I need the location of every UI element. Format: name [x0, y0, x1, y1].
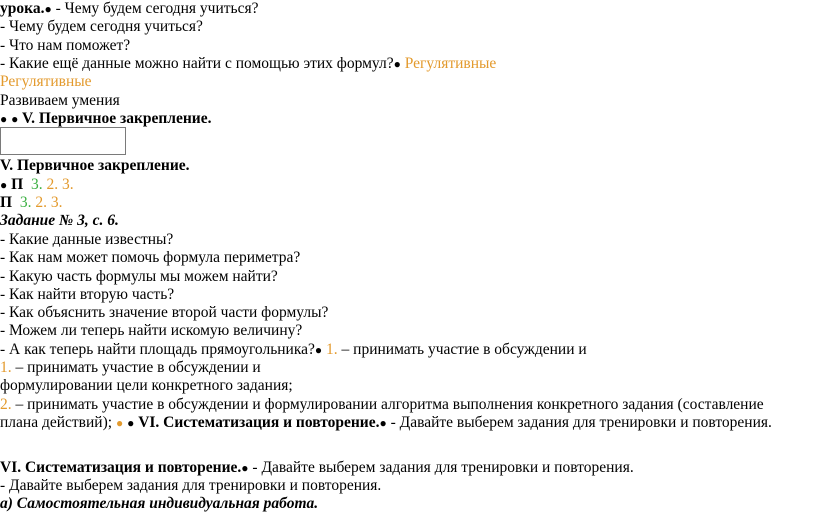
question: - А как теперь найти площадь прямоугольника? [0, 341, 315, 358]
line-1-text: - Чему будем сегодня учиться? [51, 0, 259, 17]
line-24: - Давайте выберем задания для тренировки и повторения. [0, 477, 382, 494]
question: - Какую часть формулы мы можем найти? [0, 268, 278, 285]
bullet-icon: ● [393, 57, 401, 71]
line-6: Развиваем умения [0, 92, 120, 109]
section-heading [0, 110, 212, 128]
line-23-text: - Давайте выберем задания для тренировки и повторения. [248, 459, 634, 476]
bullet-icon: ● [241, 461, 249, 475]
question: - Как найти вторую часть? [0, 286, 175, 303]
line-18-text: – принимать участие в обсуждении и [337, 341, 587, 358]
subheading: а) Самостоятельная индивидуальная работа. [0, 495, 319, 512]
p-label: П [11, 176, 24, 193]
number-orange: 2. [0, 396, 12, 413]
regulative-label: Регулятивные [0, 73, 92, 90]
number-orange: 2. [35, 194, 47, 211]
line-18 [0, 341, 587, 359]
question: - Как нам может помочь формула периметра? [0, 249, 301, 266]
number-green: 3. [30, 176, 43, 193]
lesson-word: урока. [0, 0, 45, 17]
bullet-icon: ● [314, 343, 323, 357]
question: - Можем ли теперь найти искомую величину? [0, 322, 303, 339]
bullet-icon: ● [0, 112, 8, 126]
number-orange: 3. [50, 194, 63, 211]
number-orange: 2. [46, 176, 59, 193]
line-21-text: – принимать участие в обсуждении и формулировании алгоритма выполнения конкретного задания (составление [11, 396, 764, 413]
line-3: - Что нам поможет? [0, 37, 131, 54]
section-heading: VI. Систематизация и повторение. [138, 414, 380, 431]
line-22-tail: - Давайте выберем задания для тренировки и повторения. [386, 414, 772, 431]
question: - Как объяснить значение второй части формулы? [0, 304, 329, 321]
line-1 [0, 0, 259, 18]
number-orange: 1. [326, 341, 338, 358]
regulative-label: Регулятивные [404, 55, 497, 72]
number-orange: 3. [61, 176, 74, 193]
task-title: Задание № 3, с. 6. [0, 212, 119, 229]
question: - Какие данные известны? [0, 231, 174, 248]
bullet-icon: ● [11, 112, 19, 126]
empty-box [0, 127, 126, 155]
line-22-text: плана действий); [0, 414, 116, 431]
line-2: - Чему будем сегодня учиться? [0, 18, 203, 35]
line-10 [0, 194, 62, 212]
section-heading-text: V. Первичное закрепление. [21, 110, 212, 127]
line-19 [0, 359, 261, 377]
line-23 [0, 459, 634, 477]
section-heading: V. Первичное закрепление. [0, 157, 190, 174]
line-22 [0, 414, 772, 432]
line-20: формулировании цели конкретного задания; [0, 377, 293, 394]
line-4-text: - Какие ещё данные можно найти с помощью этих формул? [0, 55, 394, 72]
number-orange: 1. [0, 359, 12, 376]
p-label: П [0, 194, 13, 211]
line-21 [0, 396, 764, 414]
bullet-icon: ● [0, 178, 8, 192]
bullet-icon: ● [115, 416, 124, 430]
line-9 [0, 176, 74, 194]
bullet-icon: ● [379, 416, 387, 430]
bullet-icon: ● [44, 2, 52, 16]
line-19-text: – принимать участие в обсуждении и [11, 359, 261, 376]
number-green: 3. [19, 194, 32, 211]
line-4 [0, 55, 496, 73]
bullet-icon: ● [127, 416, 135, 430]
section-heading: VI. Систематизация и повторение. [0, 459, 242, 476]
